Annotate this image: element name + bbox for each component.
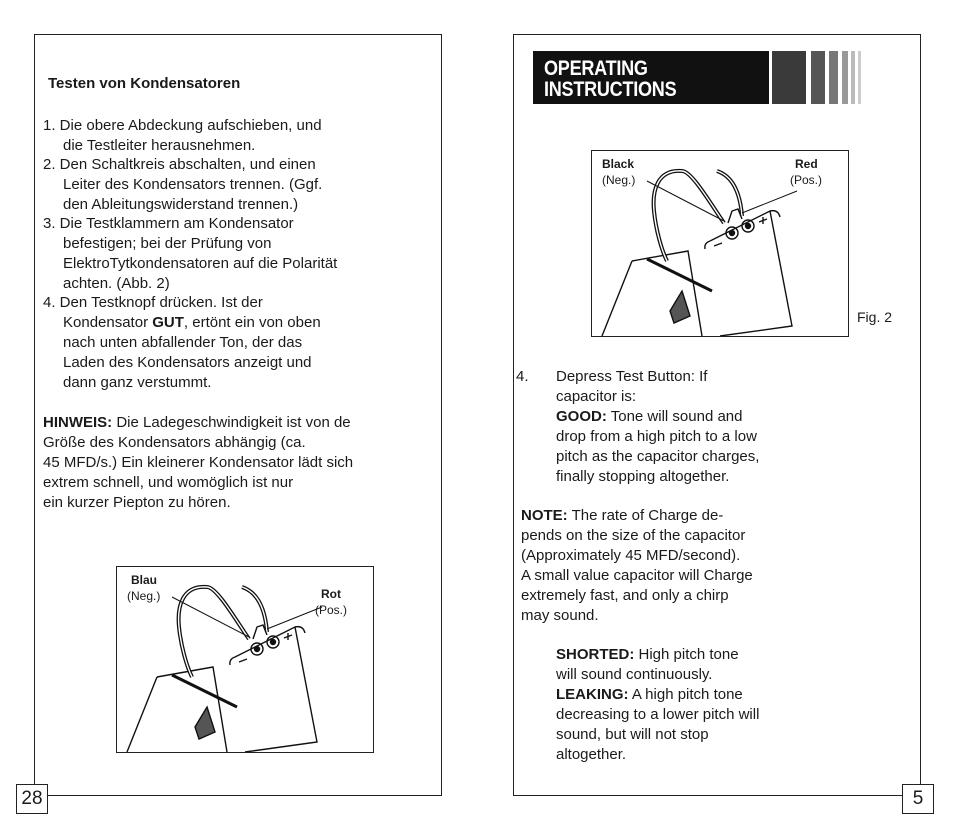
text-span: , ertönt ein von oben — [183, 314, 321, 331]
figure-caption: Fig. 2 — [857, 309, 893, 325]
banner-bar — [858, 51, 861, 104]
note-en — [521, 506, 753, 626]
note-line: A small value capacitor will Charge — [521, 567, 753, 584]
note-line: 45 MFD/s.) Ein kleinerer Kondensator lädt sich — [43, 454, 354, 471]
good-label: GOOD: — [556, 408, 607, 425]
note-line: extremely fast, and only a chirp — [521, 587, 729, 604]
note-line: may sound. — [521, 607, 599, 624]
neg-lead-label: Black — [602, 157, 635, 171]
good-label: GUT — [152, 314, 184, 331]
step-line: befestigen; bei der Prüfung von — [63, 235, 272, 252]
note-de — [43, 413, 353, 513]
banner-bar — [829, 51, 838, 104]
step-line: 1. Die obere Abdeckung aufschieben, und — [43, 117, 322, 134]
step-line: Laden des Kondensators anzeigt und — [63, 354, 312, 371]
text-span: Kondensator — [63, 314, 153, 331]
banner-line: INSTRUCTIONS — [544, 78, 677, 101]
note-line — [43, 413, 353, 433]
text-span: High pitch tone — [634, 646, 739, 663]
step-3 — [43, 214, 337, 294]
note-label: NOTE: — [521, 507, 568, 524]
step-line: pitch as the capacitor charges, — [556, 448, 760, 465]
page-number: 5 — [902, 784, 934, 814]
note-line: ein kurzer Piepton zu hören. — [43, 494, 231, 511]
leaking-label: LEAKING: — [556, 686, 629, 703]
leaking-line: sound, but will not stop — [556, 726, 709, 743]
step-line: finally stopping altogether. — [556, 468, 730, 485]
banner-bar — [811, 51, 825, 104]
pos-lead-label: Rot — [321, 587, 341, 601]
step-line: 4. Den Testknopf drücken. Ist der — [43, 294, 263, 311]
note-line: extrem schnell, und womöglich ist nur — [43, 474, 294, 491]
note-line: pends on the size of the capacitor — [521, 527, 746, 544]
shorted-line — [556, 645, 759, 665]
banner-title — [544, 58, 676, 100]
text-span: Die Ladegeschwindigkeit ist von de — [112, 414, 351, 431]
step-line: 2. Den Schaltkreis abschalten, und einen — [43, 156, 316, 173]
banner-line: OPERATING — [544, 57, 648, 80]
step-line: capacitor is: — [556, 388, 637, 405]
leaking-line — [556, 685, 759, 705]
banner-bar — [772, 51, 806, 104]
capacitor-test-figure — [591, 150, 849, 337]
page-number: 28 — [16, 784, 48, 814]
shorted-leaking-block — [556, 645, 759, 765]
step-line: 3. Die Testklammern am Kondensator — [43, 215, 294, 232]
shorted-line: will sound continuously. — [556, 666, 713, 683]
step-line: dann ganz verstummt. — [63, 374, 212, 391]
section-heading: Testen von Kondensatoren — [48, 75, 241, 92]
step-2 — [43, 155, 322, 215]
capacitor-test-figure — [116, 566, 374, 753]
note-line — [521, 506, 753, 526]
step-line: ElektroTytkondensatoren auf die Polarität — [63, 255, 338, 272]
step-line: achten. (Abb. 2) — [63, 275, 170, 292]
pos-lead-sublabel: (Pos.) — [315, 603, 348, 617]
step-number: 4. — [516, 368, 529, 385]
text-span: The rate of Charge de- — [567, 507, 724, 524]
step-line: Depress Test Button: If — [556, 368, 708, 385]
step-line — [556, 407, 759, 427]
neg-lead-sublabel: (Neg.) — [602, 173, 636, 187]
neg-lead-sublabel: (Neg.) — [127, 589, 161, 603]
step-line: den Ableitungswiderstand trennen.) — [63, 196, 299, 213]
pos-lead-sublabel: (Pos.) — [790, 173, 823, 187]
text-span: A high pitch tone — [628, 686, 743, 703]
neg-lead-label: Blau — [131, 573, 158, 587]
step-4 — [43, 293, 321, 393]
step-line: Leiter des Kondensators trennen. (Ggf. — [63, 176, 323, 193]
note-label: HINWEIS: — [43, 414, 113, 431]
shorted-label: SHORTED: — [556, 646, 635, 663]
step-line: nach unten abfallender Ton, der das — [63, 334, 303, 351]
leaking-line: altogether. — [556, 746, 627, 763]
step-line: die Testleiter herausnehmen. — [63, 137, 256, 154]
step-line — [43, 313, 321, 333]
banner-bar — [842, 51, 848, 104]
text-span: Tone will sound and — [606, 408, 743, 425]
note-line: Größe des Kondensators abhängig (ca. — [43, 434, 306, 451]
pos-lead-label: Red — [795, 157, 818, 171]
step-4 — [556, 367, 759, 487]
banner-bar — [851, 51, 855, 104]
leaking-line: decreasing to a lower pitch will — [556, 706, 760, 723]
step-line: drop from a high pitch to a low — [556, 428, 757, 445]
note-line: (Approximately 45 MFD/second). — [521, 547, 741, 564]
step-1 — [43, 116, 322, 156]
